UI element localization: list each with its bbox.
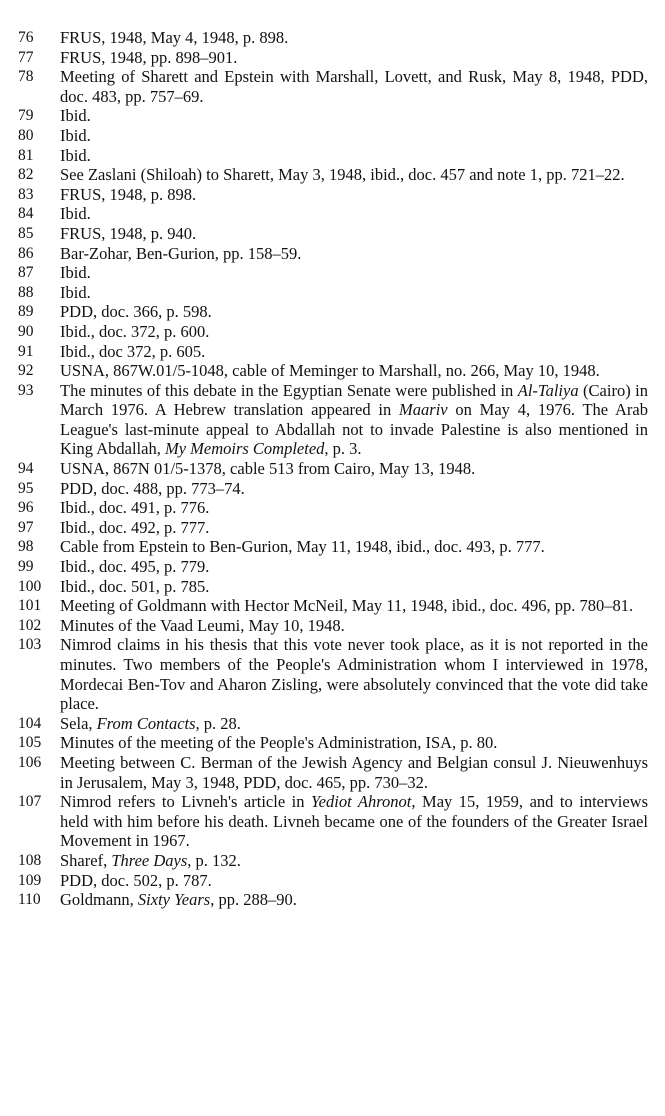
endnote-item	[18, 871, 648, 891]
endnote-text-segment: FRUS, 1948, pp. 898–901.	[60, 47, 238, 67]
endnote-text-segment: Goldmann,	[60, 890, 138, 910]
endnote-item	[18, 263, 648, 283]
endnote-text	[60, 577, 648, 597]
endnote-text-segment: , May 15, 1959, and to interviews held with him before his death. Livneh became one of the founders of the Greater Israel Movement in 1967.	[60, 792, 648, 851]
endnote-item	[18, 577, 648, 597]
endnote-item	[18, 185, 648, 205]
endnote-number: 82	[18, 166, 34, 184]
endnote-title-italic: Yediot Ahronot	[311, 792, 412, 812]
endnote-title-italic: Three Days	[111, 850, 188, 870]
endnote-text-segment: , pp. 288–90.	[210, 890, 297, 910]
endnote-item	[18, 67, 648, 106]
endnote-number: 93	[18, 381, 34, 399]
endnote-number: 95	[18, 479, 34, 497]
endnote-number: 85	[18, 224, 34, 242]
endnote-number: 97	[18, 518, 34, 536]
endnote-text	[60, 557, 648, 577]
endnote-text	[60, 459, 648, 479]
endnote-text-segment: FRUS, 1948, p. 898.	[60, 184, 197, 204]
endnote-item	[18, 302, 648, 322]
endnote-text-segment: Sharef,	[60, 850, 112, 870]
endnote-number: 79	[18, 107, 34, 125]
endnote-text	[60, 146, 648, 166]
endnote-number: 92	[18, 362, 34, 380]
endnote-title-italic: My Memoirs Completed	[164, 439, 325, 459]
endnote-text-segment: See Zaslani (Shiloah) to Sharett, May 3, 1948, ibid., doc. 457 and note 1, pp. 721–22.	[60, 165, 625, 185]
endnote-text	[60, 165, 648, 185]
endnote-text	[60, 283, 648, 303]
endnote-text	[60, 342, 648, 362]
endnote-item	[18, 753, 648, 792]
endnote-number: 109	[18, 871, 42, 889]
endnote-text-segment: Ibid., doc. 501, p. 785.	[60, 576, 210, 596]
endnote-text-segment: , p. 28.	[195, 713, 241, 733]
endnote-text-segment: Nimrod refers to Livneh's article in	[60, 792, 312, 812]
endnote-item	[18, 851, 648, 871]
endnote-text	[60, 733, 648, 753]
endnote-text-segment: Ibid., doc 372, p. 605.	[60, 341, 206, 361]
endnote-number: 91	[18, 342, 34, 360]
endnote-text-segment: , p. 132.	[187, 850, 241, 870]
endnote-text-segment: Ibid.	[60, 204, 91, 224]
endnote-text	[60, 263, 648, 283]
endnote-number: 98	[18, 538, 34, 556]
endnote-text	[60, 537, 648, 557]
endnote-item	[18, 616, 648, 636]
endnote-item	[18, 635, 648, 713]
endnote-text	[60, 67, 648, 106]
endnote-text-segment: Ibid.	[60, 145, 91, 165]
endnote-text-segment: Ibid., doc. 491, p. 776.	[60, 498, 210, 518]
endnote-item	[18, 518, 648, 538]
endnote-item	[18, 126, 648, 146]
endnote-text-segment: (Cairo) in March 1976. A Hebrew translation appeared in	[60, 380, 648, 420]
endnote-text-segment: The minutes of this debate in the Egyptian Senate were published in	[60, 380, 518, 400]
endnote-item	[18, 165, 648, 185]
endnote-text	[60, 106, 648, 126]
endnote-text	[60, 224, 648, 244]
endnotes-list	[18, 28, 648, 910]
endnote-text	[60, 479, 648, 499]
endnote-text	[60, 322, 648, 342]
endnote-text	[60, 753, 648, 792]
endnote-text-segment: Ibid.	[60, 125, 91, 145]
endnote-item	[18, 342, 648, 362]
endnote-item	[18, 792, 648, 851]
endnote-number: 88	[18, 283, 34, 301]
endnote-text-segment: Meeting between C. Berman of the Jewish Agency and Belgian consul J. Nieuwenhuys in Jerusalem, May 3, 1948, PDD, doc. 465, pp. 730–32.	[60, 752, 648, 792]
endnote-text	[60, 361, 648, 381]
endnote-number: 96	[18, 499, 34, 517]
endnote-item	[18, 714, 648, 734]
endnote-text	[60, 792, 648, 851]
endnote-item	[18, 283, 648, 303]
endnote-text-segment: Nimrod claims in his thesis that this vote never took place, as it is not reported in the minutes. Two members of the People's Administration whom I interviewed in 1978, Mordecai Ben-Tov and Aharon Zisling, were absolutely convinced that the vote did take place.	[60, 635, 648, 714]
endnote-title-italic: From Contacts	[96, 713, 196, 733]
endnote-number: 99	[18, 558, 34, 576]
endnote-item	[18, 557, 648, 577]
endnote-text	[60, 635, 648, 713]
endnote-text-segment: USNA, 867W.01/5-1048, cable of Meminger to Marshall, no. 266, May 10, 1948.	[60, 361, 600, 381]
endnote-text-segment: Minutes of the Vaad Leumi, May 10, 1948.	[60, 615, 345, 635]
endnote-text-segment: Bar-Zohar, Ben-Gurion, pp. 158–59.	[60, 243, 302, 263]
endnote-text	[60, 185, 648, 205]
endnote-title-italic: Sixty Years	[137, 890, 211, 910]
endnote-text	[60, 48, 648, 68]
endnote-text-segment: PDD, doc. 502, p. 787.	[60, 870, 212, 890]
endnote-text	[60, 714, 648, 734]
endnote-number: 77	[18, 48, 34, 66]
endnote-number: 84	[18, 205, 34, 223]
endnote-text	[60, 498, 648, 518]
endnote-number: 87	[18, 264, 34, 282]
endnote-text-segment: Minutes of the meeting of the People's Administration, ISA, p. 80.	[60, 733, 498, 753]
endnote-text-segment: Ibid.	[60, 263, 91, 283]
endnote-text-segment: Meeting of Sharett and Epstein with Marshall, Lovett, and Rusk, May 8, 1948, PDD, doc. 483, pp. 757–69.	[60, 67, 648, 106]
endnote-number: 108	[18, 851, 42, 869]
endnote-text-segment: FRUS, 1948, p. 940.	[60, 223, 197, 243]
endnote-number: 110	[18, 891, 41, 909]
endnote-text	[60, 126, 648, 146]
endnote-number: 100	[18, 577, 42, 595]
endnote-text-segment: Ibid.	[60, 106, 91, 126]
endnote-text-segment: Sela,	[60, 713, 97, 733]
endnote-number: 83	[18, 185, 34, 203]
endnote-item	[18, 146, 648, 166]
endnote-text	[60, 851, 648, 871]
endnote-text-segment: PDD, doc. 488, pp. 773–74.	[60, 478, 245, 498]
endnote-text	[60, 596, 648, 616]
endnote-number: 81	[18, 146, 34, 164]
endnote-item	[18, 244, 648, 264]
endnote-number: 89	[18, 303, 34, 321]
endnote-title-italic: Al-Taliya	[517, 380, 579, 400]
endnote-text	[60, 518, 648, 538]
endnote-number: 76	[18, 29, 34, 46]
endnote-text-segment: , p. 3.	[324, 439, 362, 459]
endnote-text	[60, 381, 648, 459]
endnote-item	[18, 498, 648, 518]
endnote-item	[18, 48, 648, 68]
endnote-number: 94	[18, 460, 34, 478]
endnote-text	[60, 302, 648, 322]
endnote-text-segment: Cable from Epstein to Ben-Gurion, May 11, 1948, ibid., doc. 493, p. 777.	[60, 537, 545, 557]
endnote-text-segment: Ibid., doc. 492, p. 777.	[60, 517, 210, 537]
endnote-text-segment: Ibid., doc. 372, p. 600.	[60, 321, 210, 341]
endnote-item	[18, 106, 648, 126]
endnote-number: 86	[18, 244, 34, 262]
endnote-item	[18, 479, 648, 499]
endnote-text-segment: Ibid.	[60, 282, 91, 302]
endnote-text	[60, 244, 648, 264]
endnote-item	[18, 537, 648, 557]
endnote-number: 104	[18, 714, 42, 732]
endnote-item	[18, 381, 648, 459]
endnote-number: 107	[18, 793, 42, 811]
endnote-title-italic: Maariv	[399, 400, 448, 420]
endnote-number: 105	[18, 734, 42, 752]
endnote-text	[60, 204, 648, 224]
endnote-item	[18, 224, 648, 244]
endnote-item	[18, 322, 648, 342]
endnote-text-segment: Meeting of Goldmann with Hector McNeil, May 11, 1948, ibid., doc. 496, pp. 780–81.	[60, 596, 634, 616]
endnote-number: 106	[18, 753, 42, 771]
endnote-item	[18, 733, 648, 753]
endnote-text	[60, 890, 648, 910]
endnote-item	[18, 596, 648, 616]
endnote-item	[18, 890, 648, 910]
endnote-item	[18, 28, 648, 48]
endnote-text	[60, 871, 648, 891]
endnote-text-segment: PDD, doc. 366, p. 598.	[60, 302, 212, 322]
endnote-item	[18, 459, 648, 479]
endnote-text-segment: on May 4, 1976. The Arab League's last-minute appeal to Abdallah not to invade Palestine is also mentioned in King Abdallah,	[60, 400, 648, 459]
endnote-item	[18, 361, 648, 381]
endnote-number: 78	[18, 68, 34, 86]
endnote-text-segment: Ibid., doc. 495, p. 779.	[60, 557, 210, 577]
endnote-number: 101	[18, 597, 42, 615]
endnote-text	[60, 28, 648, 48]
endnote-item	[18, 204, 648, 224]
endnote-text	[60, 616, 648, 636]
endnote-number: 80	[18, 126, 34, 144]
endnote-text-segment: USNA, 867N 01/5-1378, cable 513 from Cairo, May 13, 1948.	[60, 459, 476, 479]
endnote-text-segment: FRUS, 1948, May 4, 1948, p. 898.	[60, 28, 289, 47]
endnote-number: 102	[18, 616, 42, 634]
endnote-number: 90	[18, 322, 34, 340]
endnote-number: 103	[18, 636, 42, 654]
